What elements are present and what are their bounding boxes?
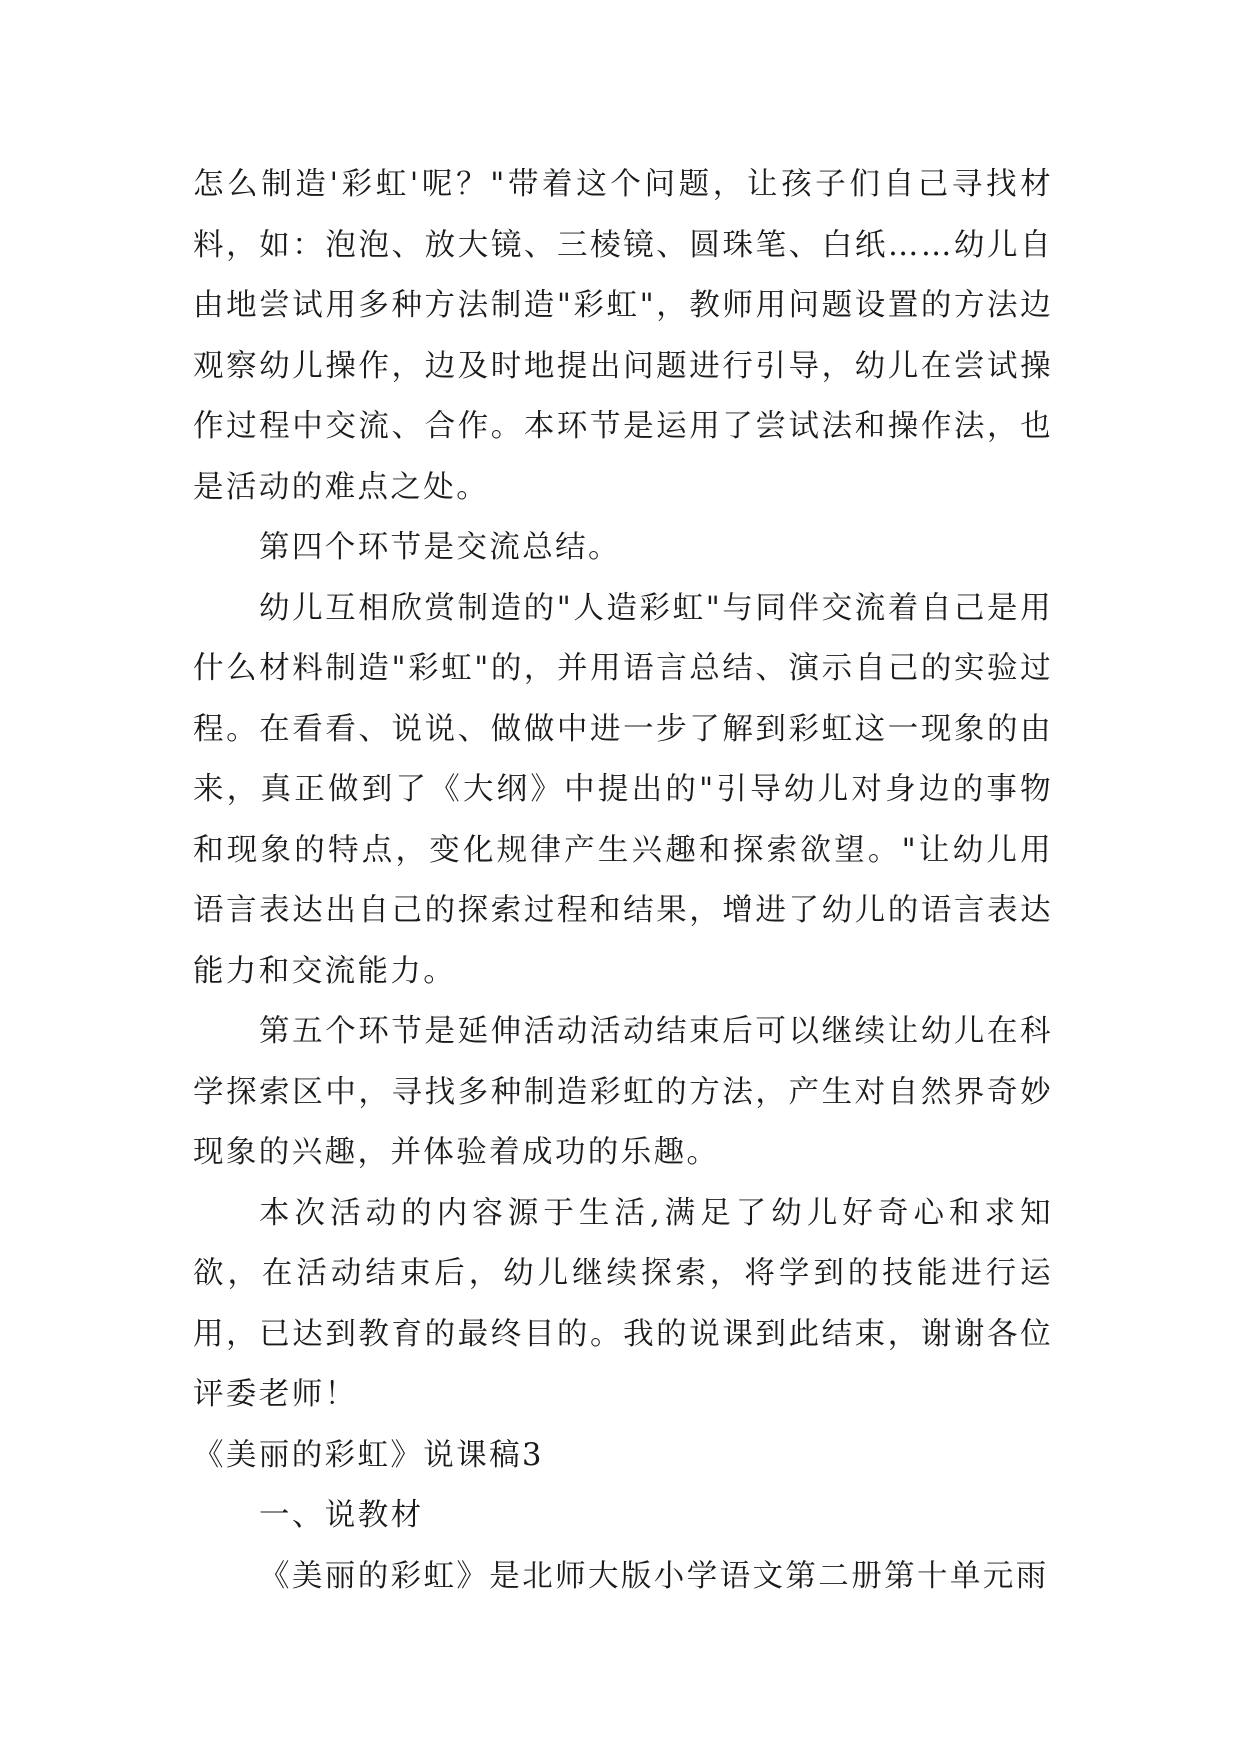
paragraph-textbook-intro: 《美丽的彩虹》是北师大版小学语文第二册第十单元雨 — [259, 1558, 1049, 1594]
subsection-heading-teaching-material: 一、说教材 — [259, 1498, 424, 1533]
paragraph-continued-material-exploration: 怎么制造'彩虹'呢？"带着这个问题，让孩子们自己寻找材料，如：泡泡、放大镜、三棱镜、圆珠笔、白纸……幼儿自由地尝试用多种方法制造"彩虹"，教师用问题设置的方法边观察幼儿操作，边及时地提出问题进行引导，幼儿在尝试操作过程中交流、合作。本环节是运用了尝试法和操作法，也是活动的难点之处。 — [193, 167, 1053, 505]
section-title: 《美丽的彩虹》说课稿3 — [193, 1437, 544, 1473]
paragraph-summary-exchange: 幼儿互相欣赏制造的"人造彩虹"与同伴交流着自己是用什么材料制造"彩虹"的，并用语言总结、演示自己的实验过程。在看看、说说、做做中进一步了解到彩虹这一现象的由来，真正做到了《大纲》中提出的"引导幼儿对身边的事物和现象的特点，变化规律产生兴趣和探索欲望。"让幼儿用语言表达出自己的探索过程和结果，增进了幼儿的语言表达能力和交流能力。 — [193, 590, 1053, 989]
paragraph-conclusion: 本次活动的内容源于生活,满足了幼儿好奇心和求知欲，在活动结束后，幼儿继续探索，将学到的技能进行运用，已达到教育的最终目的。我的说课到此结束，谢谢各位评委老师！ — [193, 1195, 1053, 1412]
paragraph-fourth-step: 第四个环节是交流总结。 — [259, 530, 621, 565]
paragraph-fifth-step: 第五个环节是延伸活动活动结束后可以继续让幼儿在科学探索区中，寻找多种制造彩虹的方法，产生对自然界奇妙现象的兴趣，并体验着成功的乐趣。 — [193, 1014, 1053, 1170]
document-body — [193, 155, 1053, 1607]
